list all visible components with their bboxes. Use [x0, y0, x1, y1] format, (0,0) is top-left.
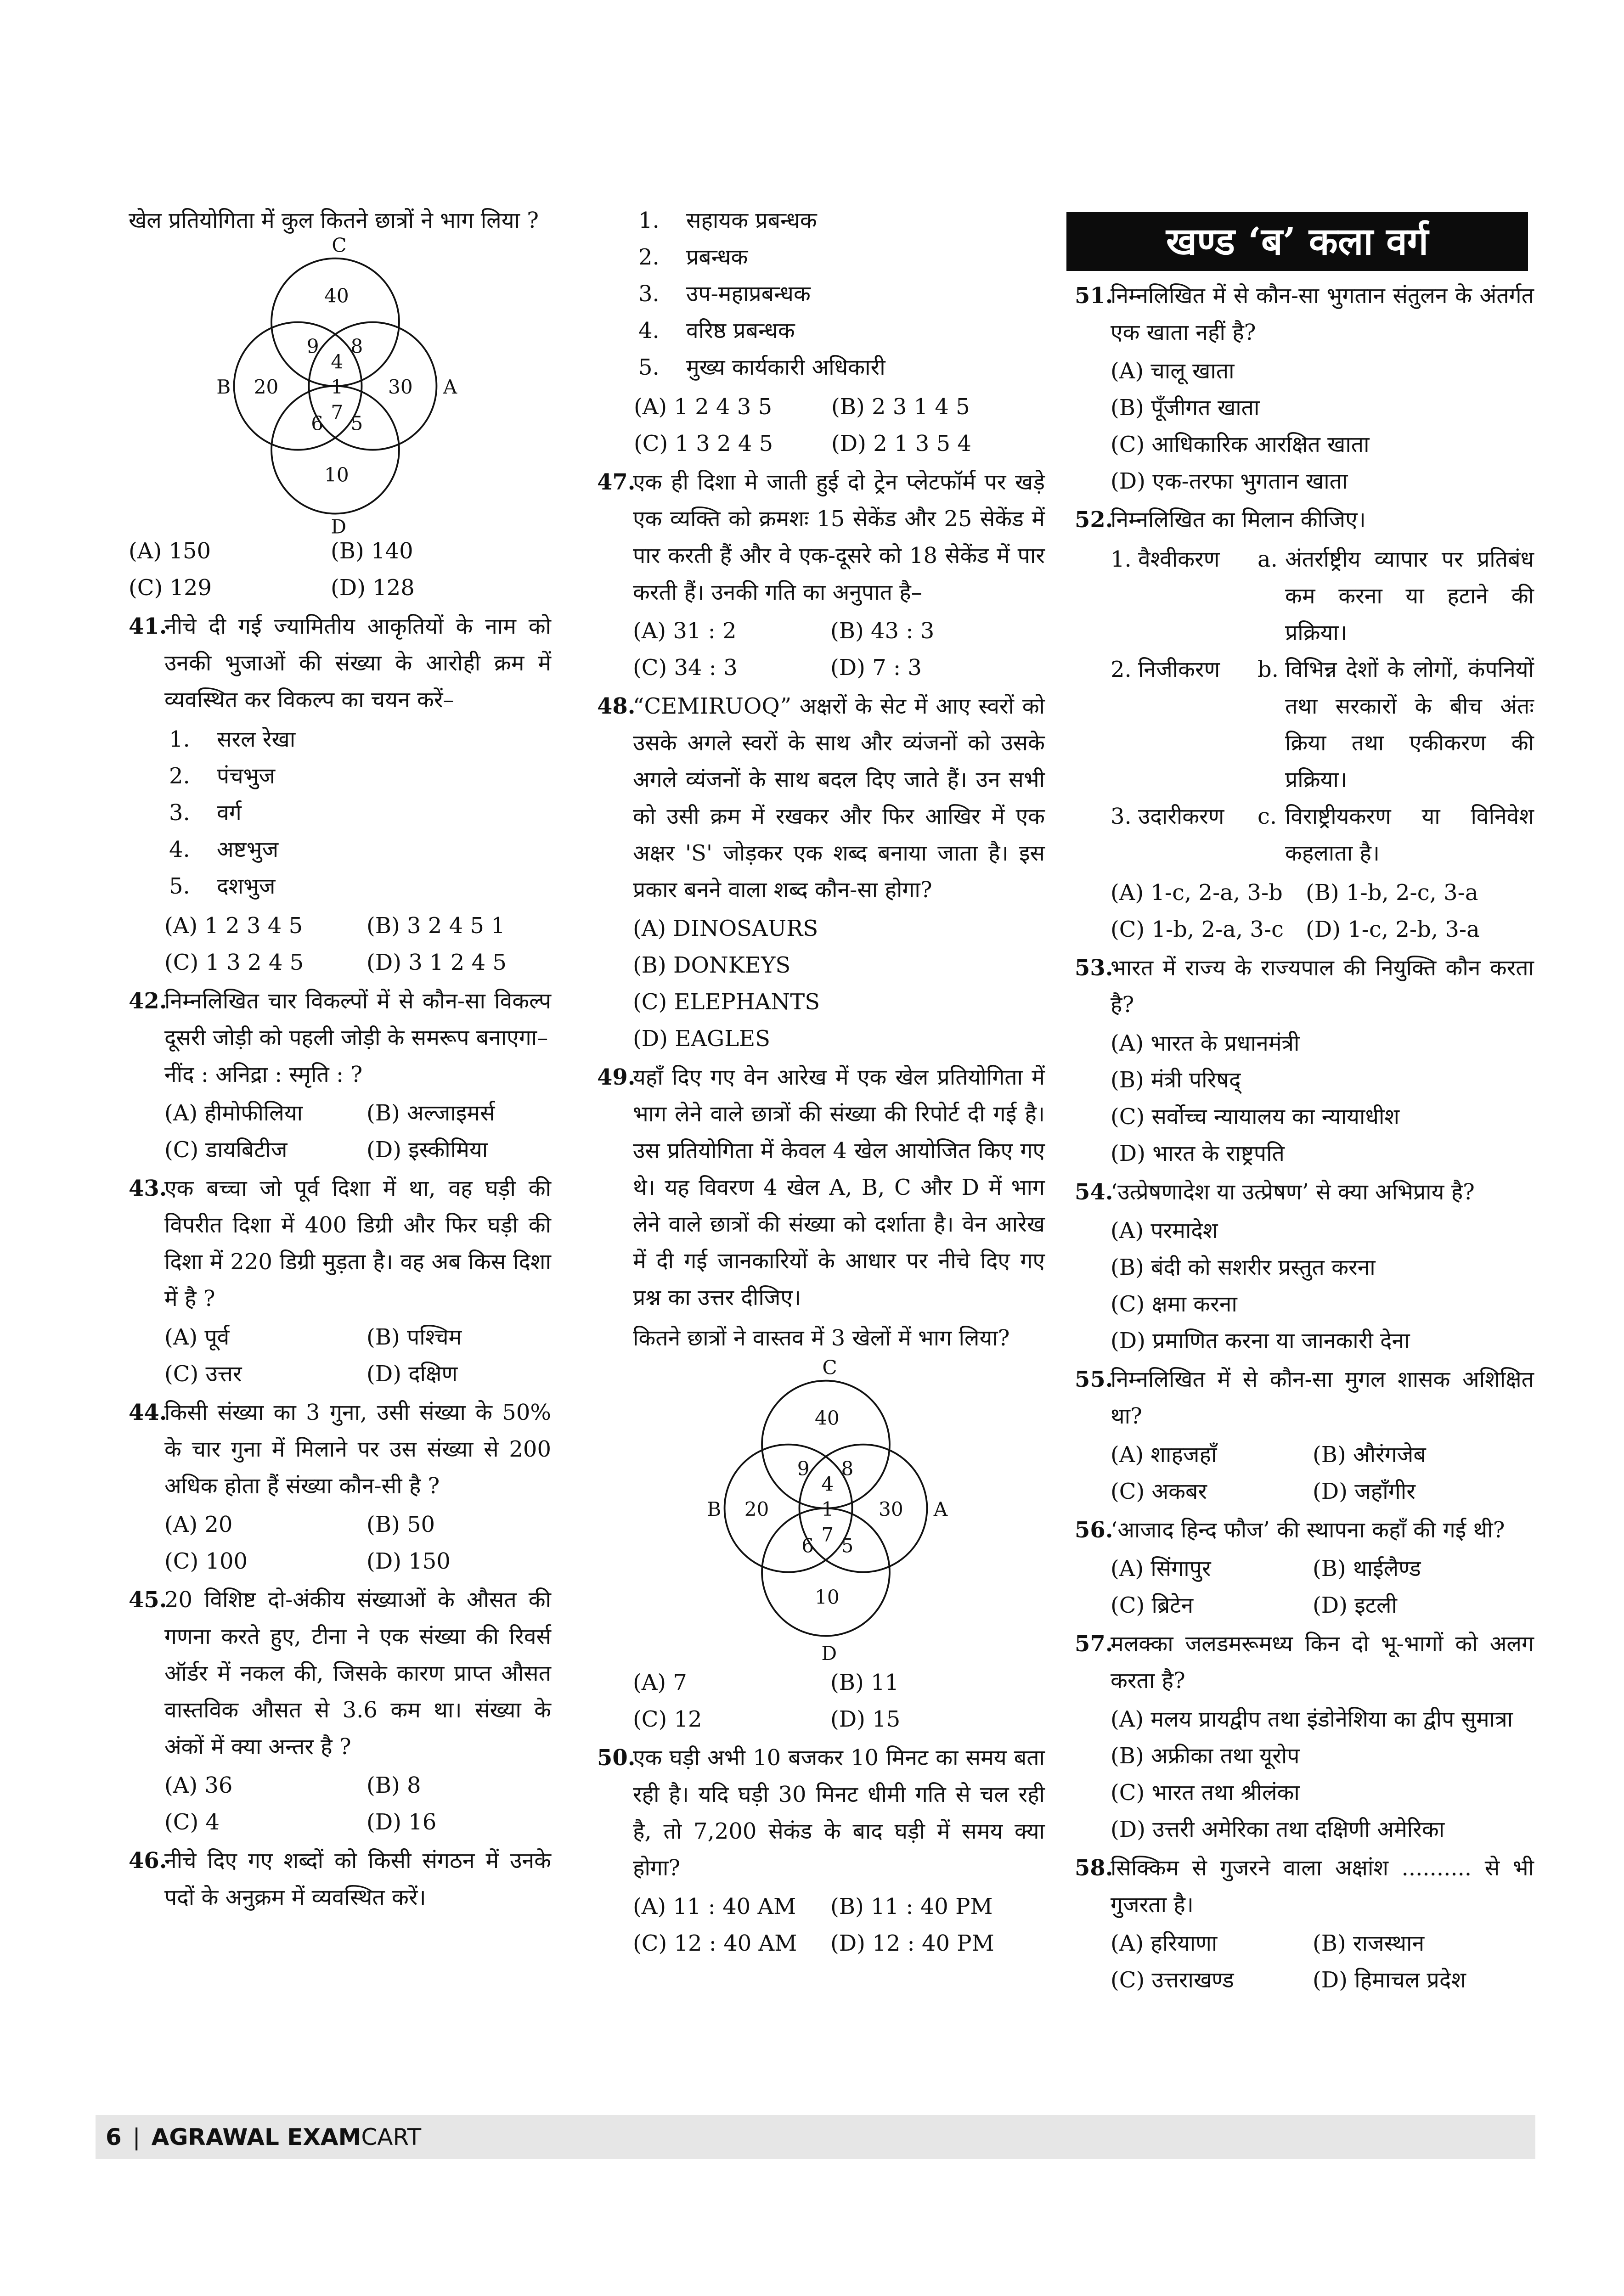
- question-46: [129, 1842, 551, 1916]
- brand-light: CART: [361, 2124, 422, 2150]
- q50-options: [633, 1888, 1045, 1962]
- venn1-region: 6: [311, 412, 324, 435]
- venn2-label-b: B: [707, 1497, 722, 1520]
- option[interactable]: (B) पश्चिम: [367, 1324, 462, 1350]
- venn2-label-d: D: [821, 1642, 837, 1665]
- option[interactable]: (A) 11 : 40 AM: [633, 1894, 796, 1919]
- venn1-region: 40: [324, 284, 349, 307]
- option[interactable]: (D) एक-तरफा भुगतान खाता: [1111, 468, 1348, 494]
- venn1-region: 8: [350, 335, 363, 358]
- option[interactable]: (A) सिंगापुर: [1111, 1556, 1211, 1581]
- venn2-region: 30: [879, 1497, 903, 1520]
- option[interactable]: (C) 4: [164, 1809, 220, 1835]
- match-row: 2. निजीकरण b. विभिन्न देशों के लोगों, कंपनियों तथा सरकारों के बीच अंतः क्रिया तथा एकीकरण की प्रक्रिया।: [1111, 657, 1534, 793]
- option[interactable]: (A) 1-c, 2-a, 3-b: [1111, 880, 1283, 906]
- question-58: [1075, 1850, 1534, 1998]
- question-57: [1075, 1626, 1534, 1848]
- option[interactable]: (D) इस्कीमिया: [367, 1137, 488, 1163]
- list-item: 3. उप-महाप्रबन्धक: [638, 281, 811, 307]
- option[interactable]: (D) 2 1 3 5 4: [831, 431, 971, 456]
- option[interactable]: (A) हीमोफीलिया: [164, 1100, 303, 1126]
- venn2-region: 20: [744, 1497, 769, 1520]
- option[interactable]: (C) डायबिटीज: [164, 1137, 288, 1163]
- option[interactable]: (B) DONKEYS: [633, 952, 791, 978]
- question-text: निम्नलिखित में से कौन-सा मुगल शासक अशिक्षित था?: [1111, 1367, 1534, 1429]
- venn2-region: 4: [821, 1473, 834, 1496]
- option[interactable]: (A) पूर्व: [164, 1324, 230, 1350]
- question-number: 49.: [597, 1064, 636, 1090]
- option[interactable]: (C) 1 3 2 4 5: [164, 950, 304, 975]
- option[interactable]: (B) औरंगजेब: [1313, 1442, 1426, 1468]
- question-text: भारत में राज्य के राज्यपाल की नियुक्ति कौन करता है?: [1111, 955, 1534, 1018]
- list-item: 5. दशभुज: [169, 873, 276, 899]
- q41-options: [129, 907, 551, 981]
- option[interactable]: (A) परमादेश: [1111, 1218, 1218, 1244]
- venn1-label-a: A: [443, 375, 457, 398]
- question-text: किसी संख्या का 3 गुना, उसी संख्या के 50% के चार गुना में मिलाने पर उस संख्या से 200 अधिक होता हैं संख्या कौन-सी है ?: [164, 1400, 551, 1499]
- option[interactable]: (C) 1-b, 2-a, 3-c: [1111, 917, 1284, 942]
- question-text: सिक्किम से गुजरने वाला अक्षांश .......... से भी गुजरता है।: [1111, 1855, 1534, 1918]
- question-52: [1075, 501, 1534, 948]
- question-text: निम्नलिखित में से कौन-सा भुगतान संतुलन के अंतर्गत एक खाता नहीं है?: [1111, 283, 1534, 345]
- option[interactable]: (B) बंदी को सशरीर प्रस्तुत करना: [1111, 1255, 1376, 1280]
- option[interactable]: (D) 128: [331, 575, 415, 601]
- option[interactable]: (A) चालू खाता: [1111, 358, 1235, 384]
- venn2-region: 10: [815, 1586, 840, 1609]
- venn2-region: 9: [797, 1457, 810, 1480]
- question-number: 55.: [1075, 1367, 1113, 1392]
- question-subtext: कितने छात्रों ने वास्तव में 3 खेलों में भाग लिया?: [633, 1325, 1010, 1351]
- question-number: 42.: [129, 988, 167, 1014]
- option[interactable]: (B) 2 3 1 4 5: [831, 394, 970, 420]
- venn2-label-c: C: [822, 1356, 837, 1379]
- q43-options: [164, 1319, 551, 1392]
- question-number: 51.: [1075, 283, 1113, 309]
- venn1-region: 7: [331, 401, 344, 424]
- venn1-label-b: B: [216, 375, 231, 398]
- venn1-label-d: D: [331, 515, 347, 538]
- option[interactable]: (C) 34 : 3: [633, 655, 738, 681]
- match-row: 3. उदारीकरण c. विराष्ट्रीयकरण या विनिवेश कहलाता है।: [1111, 804, 1534, 866]
- option[interactable]: (B) पूँजीगत खाता: [1111, 395, 1260, 421]
- question-text: ‘आजाद हिन्द फौज’ की स्थापना कहाँ की गई थी?: [1111, 1517, 1505, 1543]
- option[interactable]: (C) ELEPHANTS: [633, 989, 820, 1015]
- q55-options: [1111, 1436, 1534, 1510]
- column-1: [129, 202, 551, 1916]
- option[interactable]: (B) 43 : 3: [830, 618, 935, 644]
- venn1-region: 9: [306, 335, 319, 358]
- question-42: [129, 983, 551, 1168]
- venn2-region: 1: [821, 1497, 834, 1520]
- venn2-region: 8: [841, 1457, 854, 1480]
- item-list: [164, 721, 551, 905]
- option[interactable]: (A) 150: [129, 538, 211, 564]
- question-55: [1075, 1361, 1534, 1510]
- option[interactable]: (A) मलय प्रायद्वीप तथा इंडोनेशिया का द्वीप सुमात्रा: [1111, 1706, 1513, 1732]
- q53-options: [1111, 1025, 1534, 1172]
- venn2-label-a: A: [933, 1497, 948, 1520]
- question-number: 45.: [129, 1587, 167, 1613]
- venn1-region: 5: [350, 412, 363, 435]
- venn2-region: 6: [801, 1534, 814, 1557]
- venn1-region: 20: [254, 375, 279, 398]
- venn2-region: 5: [841, 1534, 854, 1557]
- option[interactable]: (C) 12 : 40 AM: [633, 1930, 797, 1956]
- option[interactable]: (C) 12: [633, 1706, 702, 1732]
- list-item: 4. अष्टभुज: [169, 837, 279, 862]
- question-text: एक ही दिशा मे जाती हुई दो ट्रेन प्लेटफॉर्म पर खड़े एक व्यक्ति को क्रमशः 15 सेकेंड और 25 सेकेंड में पार करती हैं और वे एक-दूसरे को 18 सेकेंड में पार करती हैं। उनकी गति का अनुपात है–: [633, 469, 1045, 605]
- option[interactable]: (D) 15: [830, 1706, 901, 1732]
- question-number: 41.: [129, 613, 167, 639]
- q51-options: [1111, 353, 1534, 500]
- venn2-region: 40: [815, 1407, 840, 1429]
- option[interactable]: (C) उत्तराखण्ड: [1111, 1967, 1234, 1993]
- brand-bold: AGRAWAL EXAM: [151, 2124, 361, 2150]
- question-54: [1075, 1174, 1534, 1359]
- option[interactable]: (B) 3 2 4 5 1: [367, 913, 505, 939]
- option[interactable]: (D) 1-c, 2-b, 3-a: [1306, 917, 1480, 942]
- option[interactable]: (A) हरियाणा: [1111, 1930, 1218, 1956]
- option[interactable]: (B) 11: [830, 1670, 899, 1695]
- option[interactable]: (A) शाहजहाँ: [1111, 1442, 1217, 1468]
- venn1-region: 4: [331, 350, 344, 373]
- option[interactable]: (C) 1 3 2 4 5: [634, 431, 773, 456]
- page-footer: [96, 2115, 1535, 2159]
- question-text: निम्नलिखित चार विकल्पों में से कौन-सा विकल्प दूसरी जोड़ी को पहली जोड़ी के समरूप बनाएगा–: [164, 988, 551, 1051]
- question-48: [597, 688, 1045, 1057]
- option[interactable]: (D) भारत के राष्ट्रपति: [1111, 1141, 1285, 1166]
- option[interactable]: (D) जहाँगीर: [1313, 1479, 1415, 1504]
- option[interactable]: (D) इटली: [1313, 1593, 1397, 1618]
- question-number: 56.: [1075, 1517, 1113, 1543]
- question-number: 48.: [597, 693, 636, 719]
- q56-options: [1111, 1550, 1534, 1624]
- option[interactable]: (B) 140: [331, 538, 413, 564]
- list-item: 3. वर्ग: [169, 800, 242, 826]
- footer-separator: |: [132, 2124, 141, 2150]
- q44-options: [164, 1506, 551, 1580]
- option[interactable]: (D) 12 : 40 PM: [830, 1930, 994, 1956]
- option[interactable]: (B) 1-b, 2-c, 3-a: [1306, 880, 1478, 906]
- option[interactable]: (C) आधिकारिक आरक्षित खाता: [1111, 432, 1370, 457]
- option[interactable]: (A) 1 2 4 3 5: [634, 394, 773, 420]
- q48-options: [633, 910, 1045, 1057]
- column-2: [597, 202, 1045, 1964]
- page-number: 6: [106, 2124, 122, 2150]
- option[interactable]: (A) 20: [164, 1512, 233, 1537]
- q54-options: [1111, 1212, 1534, 1359]
- question-53: [1075, 950, 1534, 1172]
- q47-options: [633, 613, 1045, 686]
- list-item: 1. सरल रेखा: [169, 726, 296, 752]
- brand-logo: [152, 2119, 421, 2155]
- venn-diagram-1: [197, 234, 473, 551]
- q49-options: [633, 1664, 1045, 1738]
- q42-options: [164, 1095, 551, 1168]
- option[interactable]: (C) क्षमा करना: [1111, 1291, 1237, 1317]
- option[interactable]: (B) अल्जाइमर्स: [367, 1100, 495, 1126]
- q45-options: [164, 1767, 551, 1840]
- option[interactable]: (D) प्रमाणित करना या जानकारी देना: [1111, 1328, 1410, 1354]
- option[interactable]: (B) मंत्री परिषद्: [1111, 1067, 1241, 1093]
- section-heading: खण्ड ‘ब’ कला वर्ग: [1066, 212, 1528, 271]
- option[interactable]: (D) उत्तरी अमेरिका तथा दक्षिणी अमेरिका: [1111, 1817, 1445, 1842]
- option[interactable]: (A) 31 : 2: [633, 618, 737, 644]
- q57-options: [1111, 1701, 1534, 1848]
- question-number: 44.: [129, 1400, 167, 1425]
- q52-options: [1111, 874, 1534, 948]
- venn1-region: 1: [331, 375, 344, 398]
- question-text: 20 विशिष्ट दो-अंकीय संख्याओं के औसत की गणना करते हुए, टीना ने एक संख्या की रिवर्स ऑर्डर में नकल की, जिसके कारण प्राप्त औसत वास्तविक औसत से 3.6 कम था। संख्या के अंकों में क्या अन्तर है ?: [164, 1587, 551, 1760]
- question-50: [597, 1739, 1045, 1962]
- question-44: [129, 1394, 551, 1580]
- option[interactable]: (A) 36: [164, 1773, 233, 1798]
- option[interactable]: (A) भारत के प्रधानमंत्री: [1111, 1030, 1300, 1056]
- option[interactable]: (C) 100: [164, 1548, 248, 1574]
- option[interactable]: (A) 1 2 3 4 5: [164, 913, 303, 939]
- venn-diagram-2: [688, 1356, 964, 1673]
- option[interactable]: (C) सर्वोच्च न्यायालय का न्यायाधीश: [1111, 1104, 1400, 1130]
- venn1-region: 30: [388, 375, 413, 398]
- option[interactable]: (C) उत्तर: [164, 1361, 242, 1387]
- question-text: “CEMIRUOQ” अक्षरों के सेट में आए स्वरों को उसके अगले स्वरों के साथ और व्यंजनों को उसके अगले व्यंजनों के साथ बदल दिए जाते हैं। उन सभी को उसी क्रम में रखकर और फिर आखिर में एक अक्षर 'S' जोड़कर एक शब्द बनाया जाता है। इस प्रकार बनने वाला शब्द कौन-सा होगा?: [633, 693, 1045, 903]
- option[interactable]: (C) 129: [129, 575, 212, 601]
- question-text: नीचे दिए गए शब्दों को किसी संगठन में उनके पदों के अनुक्रम में व्यवस्थित करें।: [164, 1848, 551, 1910]
- question-number: 46.: [129, 1848, 167, 1874]
- option[interactable]: (B) राजस्थान: [1313, 1930, 1425, 1956]
- question-43: [129, 1170, 551, 1392]
- option[interactable]: (A) DINOSAURS: [633, 916, 818, 941]
- list-item: 1. सहायक प्रबन्धक: [638, 208, 817, 233]
- venn2-region: 7: [821, 1523, 834, 1546]
- option[interactable]: (B) अफ्रीका तथा यूरोप: [1111, 1743, 1300, 1769]
- q46-item-list: [597, 202, 1045, 386]
- q46-options: [597, 388, 1045, 462]
- option[interactable]: (D) 150: [367, 1548, 451, 1574]
- question-number: 50.: [597, 1745, 636, 1771]
- question-text: निम्नलिखित का मिलान कीजिए।: [1111, 507, 1366, 533]
- question-text: मलक्का जलडमरूमध्य किन दो भू-भागों को अलग करता है?: [1111, 1631, 1534, 1694]
- question-number: 58.: [1075, 1855, 1113, 1881]
- question-number: 47.: [597, 469, 636, 495]
- question-56: [1075, 1512, 1534, 1624]
- option[interactable]: (B) 50: [367, 1512, 435, 1537]
- question-number: 53.: [1075, 955, 1113, 981]
- option[interactable]: (D) दक्षिण: [367, 1361, 458, 1387]
- q40-text: खेल प्रतियोगिता में कुल कितने छात्रों ने भाग लिया ?: [129, 208, 539, 233]
- question-47: [597, 464, 1045, 686]
- option[interactable]: (D) हिमाचल प्रदेश: [1313, 1967, 1466, 1993]
- question-number: 57.: [1075, 1631, 1113, 1657]
- match-table: [1111, 541, 1534, 872]
- option[interactable]: (B) 11 : 40 PM: [830, 1894, 993, 1919]
- option[interactable]: (D) 16: [367, 1809, 437, 1835]
- option[interactable]: (C) भारत तथा श्रीलंका: [1111, 1780, 1300, 1806]
- question-number: 43.: [129, 1176, 167, 1201]
- venn1-region: 10: [324, 463, 349, 486]
- option[interactable]: (B) 8: [367, 1773, 421, 1798]
- question-number: 52.: [1075, 507, 1113, 533]
- question-number: 54.: [1075, 1179, 1113, 1205]
- question-text: यहाँ दिए गए वेन आरेख में एक खेल प्रतियोगिता में भाग लेने वाले छात्रों की संख्या की रिपोर्ट दी गई है। उस प्रतियोगिता में केवल 4 खेल आयोजित किए गए थे। यह विवरण 4 खेल A, B, C और D में भाग लेने वाले छात्रों की संख्या को दर्शाता है। वेन आरेख में दी गई जानकारियों के आधार पर नीचे दिए गए प्रश्न का उत्तर दीजिए।: [633, 1064, 1045, 1311]
- question-text: एक बच्चा जो पूर्व दिशा में था, वह घड़ी की विपरीत दिशा में 400 डिग्री और फिर घड़ी की दिशा में 220 डिग्री मुड़ता है। वह अब किस दिशा में है ?: [164, 1176, 551, 1311]
- list-item: 4. वरिष्ठ प्रबन्धक: [638, 318, 795, 343]
- option[interactable]: (D) 3 1 2 4 5: [367, 950, 507, 975]
- question-45: [129, 1581, 551, 1840]
- q40-options: [129, 533, 551, 606]
- column-3: [1075, 276, 1534, 2000]
- question-49: [597, 1059, 1045, 1738]
- option[interactable]: (B) थाईलैण्ड: [1313, 1556, 1421, 1581]
- list-item: 2. पंचभुज: [169, 763, 276, 789]
- question-text: ‘उत्प्रेषणादेश या उत्प्रेषण’ से क्या अभिप्राय है?: [1111, 1179, 1475, 1205]
- match-row: 1. वैश्वीकरण a. अंतर्राष्ट्रीय व्यापार पर प्रतिबंध कम करना या हटाने की प्रक्रिया।: [1111, 546, 1534, 646]
- question-51: [1075, 277, 1534, 500]
- question-text: नीचे दी गई ज्यामितीय आकृतियों के नाम को उनकी भुजाओं की संख्या के आरोही क्रम में व्यवस्थित कर विकल्प का चयन करें–: [164, 613, 551, 713]
- option[interactable]: (D) EAGLES: [633, 1026, 771, 1052]
- analogy-pair: नींद : अनिद्रा : स्मृति : ?: [164, 1062, 363, 1087]
- option[interactable]: (D) 7 : 3: [830, 655, 922, 681]
- list-item: 5. मुख्य कार्यकारी अधिकारी: [638, 355, 885, 380]
- question-41: [129, 608, 551, 981]
- option[interactable]: (C) ब्रिटेन: [1111, 1593, 1194, 1618]
- option[interactable]: (A) 7: [633, 1670, 687, 1695]
- list-item: 2. प्रबन्धक: [638, 244, 748, 270]
- question-text: एक घड़ी अभी 10 बजकर 10 मिनट का समय बता रही है। यदि घड़ी 30 मिनट धीमी गति से चल रही है, तो 7,200 सेकंड के बाद घड़ी में समय क्या होगा?: [633, 1745, 1045, 1881]
- q58-options: [1111, 1925, 1534, 1998]
- option[interactable]: (C) अकबर: [1111, 1479, 1207, 1504]
- venn1-label-c: C: [332, 234, 347, 257]
